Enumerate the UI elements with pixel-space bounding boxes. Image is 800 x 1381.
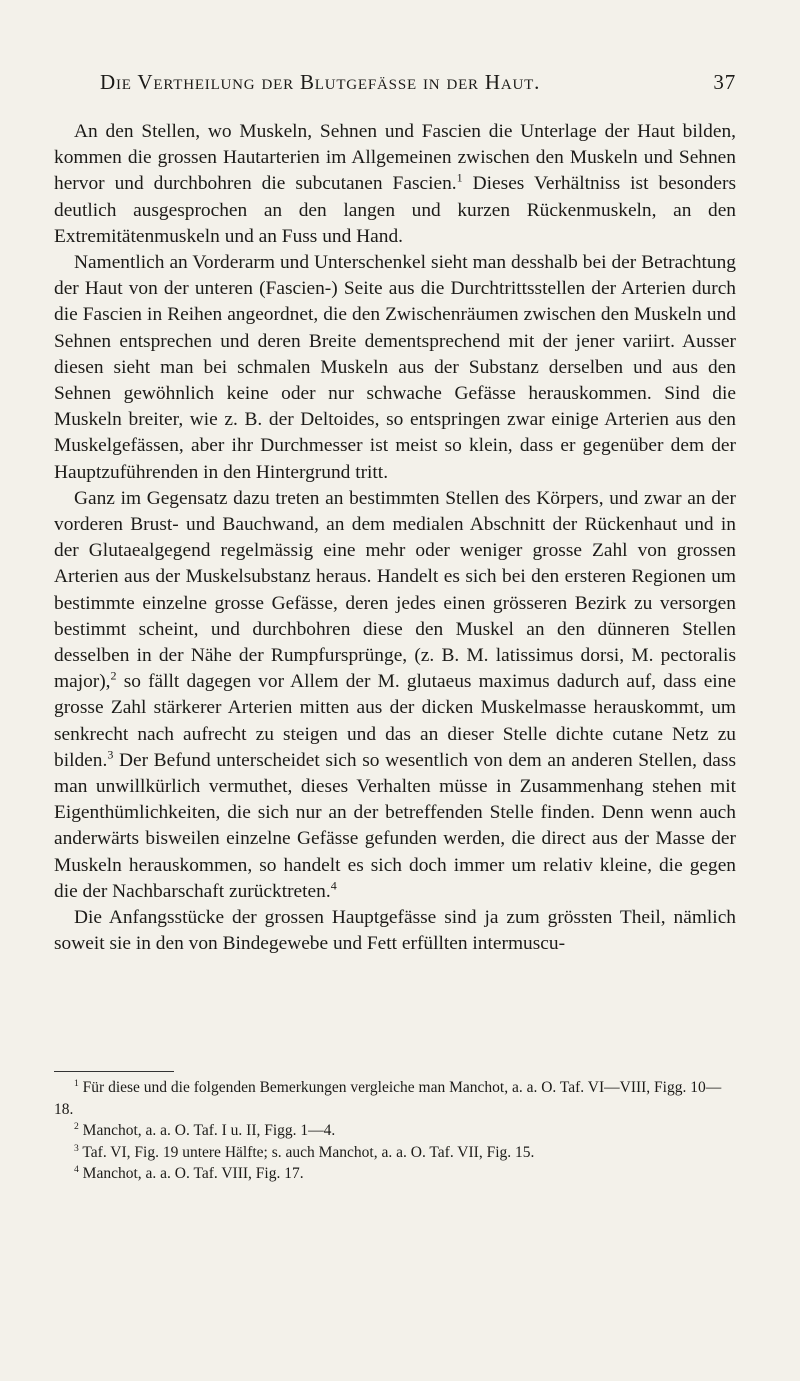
running-head — [64, 67, 736, 97]
footnotes — [54, 1077, 736, 1185]
footnote-mark: 4 — [74, 1164, 79, 1176]
paragraph — [54, 119, 736, 250]
footnote — [54, 1120, 736, 1142]
paragraph — [54, 486, 736, 905]
footnote-reference: 4 — [330, 878, 337, 893]
paragraph-text: Dieses Verhältniss ist besonders deutlich ausgesprochen an den langen und kurzen Rückenmuskeln, an den Extremitätenmuskeln und an Fuss und Hand. — [54, 173, 736, 247]
paragraph-text: Der Befund unterscheidet sich so wesentlich von dem an anderen Stellen, dass man unwillkürlich vermuthet, dieses Verhalten müsse in Zusammenhang stehen mit Eigenthümlichkeiten, die sich nur an der betreffenden Stelle finden. Denn wenn auch anderwärts bisweilen einzelne Gefässe gefunden werden, die direct aus der Masse der Muskeln herauskommen, so handelt es sich doch immer um relativ kleine, die gegen die der Nachbarschaft zurücktreten. — [54, 749, 736, 902]
running-head-title: Die Vertheilung der Blutgefässe in der Haut. — [100, 70, 541, 94]
paragraph-text: Namentlich an Vorderarm und Unterschenkel sieht man desshalb bei der Betrachtung der Haut von der unteren (Fascien-) Seite aus die Durchtrittsstellen der Arterien durch die Fascien in Reihen angeordnet, die den Zwischenräumen zwischen den Muskeln und Sehnen entsprechen und deren Breite dementsprechend mit der jener variirt. Ausser diesen sieht man bei schmalen Muskeln aus der Substanz derselben und aus den Sehnen gewöhnlich keine oder nur schwache Gefässe herauskommen. Sind die Muskeln breiter, wie z. B. der Deltoides, so entspringen zwar einige Arterien aus den Muskelgefässen, aber ihr Durchmesser ist meist so klein, dass er gegenüber dem der Hauptzuführenden in den Hintergrund tritt. — [54, 252, 736, 483]
footnote — [54, 1077, 736, 1120]
paragraph — [54, 250, 736, 486]
paragraph — [54, 905, 736, 957]
paragraph-text: Die Anfangsstücke der grossen Hauptgefässe sind ja zum grössten Theil, nämlich soweit sie in den von Bindegewebe und Fett erfüllten intermuscu- — [54, 907, 736, 955]
paragraph-text: so fällt dagegen vor Allem der M. glutaeus maximus dadurch auf, dass eine grosse Zahl stärkerer Arterien mitten aus der dicken Muskelmasse herauskommt, um senkrecht nach aufrecht zu steigen und das an dieser Stelle dichte cutane Netz zu bilden. — [54, 671, 736, 771]
paragraph-text: Ganz im Gegensatz dazu treten an bestimmten Stellen des Körpers, und zwar an der vorderen Brust- und Bauchwand, an dem medialen Abschnitt der Rückenhaut und in der Glutaealgegend regelmässig eine mehr oder weniger grosse Zahl von grossen Arterien aus der Muskelsubstanz heraus. Handelt es sich bei den ersteren Regionen um bestimmte einzelne grosse Gefässe, deren jedes einen grösseren Bezirk zu versorgen bestimmt scheint, und durchbohren diese den Muskel an den dünneren Stellen desselben in der Nähe der Rumpfursprünge, (z. B. M. latissimus dorsi, M. pectoralis major), — [54, 487, 736, 693]
footnote-reference: 3 — [107, 747, 114, 762]
paragraph-text: An den Stellen, wo Muskeln, Sehnen und Fascien die Unterlage der Haut bilden, kommen die grossen Hautarterien im Allgemeinen zwischen den Muskeln und Sehnen hervor und durchbohren die subcutanen Fascien. — [54, 121, 736, 195]
footnote-reference: 1 — [456, 170, 463, 185]
footnote-text: Manchot, a. a. O. Taf. I u. II, Figg. 1—4. — [82, 1122, 336, 1140]
page-number: 37 — [713, 70, 736, 94]
footnote-rule — [54, 1071, 174, 1072]
footnote-mark: 2 — [74, 1121, 79, 1133]
footnote — [54, 1142, 736, 1164]
footnote — [54, 1163, 736, 1185]
footnote-mark: 3 — [74, 1142, 79, 1154]
footnote-mark: 1 — [74, 1077, 79, 1089]
footnote-reference: 2 — [110, 668, 117, 683]
footnote-text: Für diese und die folgenden Bemerkungen vergleiche man Manchot, a. a. O. Taf. VI—VIII, Figg. 10—18. — [54, 1079, 722, 1118]
footnote-text: Manchot, a. a. O. Taf. VIII, Fig. 17. — [82, 1165, 304, 1183]
body-text — [54, 119, 736, 958]
footnote-text: Taf. VI, Fig. 19 untere Hälfte; s. auch Manchot, a. a. O. Taf. VII, Fig. 15. — [82, 1143, 535, 1161]
